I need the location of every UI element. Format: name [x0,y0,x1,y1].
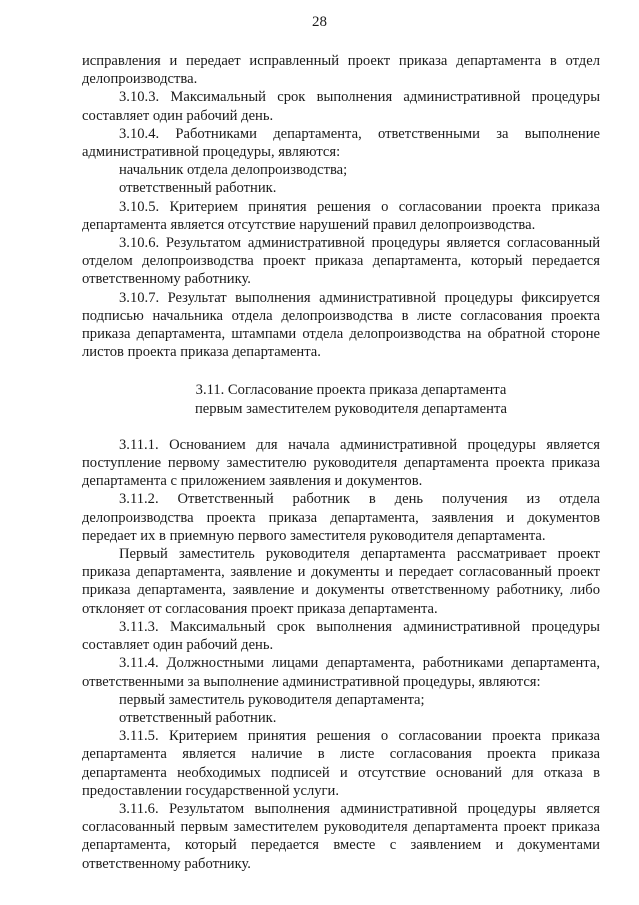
page-number: 28 [312,14,327,30]
paragraph-3-11-2-continued: Первый заместитель руководителя департамента рассматривает проект приказа департамента, заявление и документы и передает согласованный проект приказа департамента, заявление и документы ответственному работнику, либо отклоняет от согласования проект приказа департамента. [82,546,600,617]
section-heading-line: первым заместителем руководителя департамента [195,400,507,417]
list-item: ответственный работник. [119,180,277,197]
section-heading-3-11 [82,381,600,417]
paragraph-3-10-5: 3.10.5. Критерием принятия решения о согласовании проекта приказа департамента является отсутствие нарушений правил делопроизводства. [82,198,600,233]
paragraph-3-10-3: 3.10.3. Максимальный срок выполнения административной процедуры составляет один рабочий день. [82,89,600,124]
list-item: первый заместитель руководителя департамента; [119,691,425,708]
paragraph-continuation: исправления и передает исправленный проект приказа департамента в отдел делопроизводства. [82,53,600,88]
paragraph-3-11-4: 3.11.4. Должностными лицами департамента, работниками департамента, ответственными за выполнение административной процедуры, являются: [82,655,600,690]
list-item: начальник отдела делопроизводства; [119,162,348,179]
paragraph-3-10-7: 3.10.7. Результат выполнения административной процедуры фиксируется подписью начальника отдела делопроизводства в листе согласования проекта приказа департамента, штампами отдела делопроизводства на обратной стороне листов проекта приказа департамента. [82,289,600,361]
paragraph-3-11-6: 3.11.6. Результатом выполнения административной процедуры является согласованный первым заместителем руководителя департамента проект приказа департамента, который передается вместе с заявлением и документами ответственному работнику. [82,800,600,872]
paragraph-3-10-4: 3.10.4. Работниками департамента, ответственными за выполнение административной процедуры, являются: [82,125,600,161]
paragraph-3-10-6: 3.10.6. Результатом административной процедуры является согласованный отделом делопроизводства проект приказа департамента, который передается ответственному работнику. [82,235,600,288]
section-heading-line: 3.11. Согласование проекта приказа департамента [195,382,507,399]
paragraph-3-11-3: 3.11.3. Максимальный срок выполнения административной процедуры составляет один рабочий день. [82,618,600,654]
list-item: ответственный работник. [119,709,277,726]
paragraph-3-11-2: 3.11.2. Ответственный работник в день получения из отдела делопроизводства проекта приказа департамента, заявления и документов передает их в приемную первого заместителя руководителя департамента. [82,491,600,544]
paragraph-3-11-1: 3.11.1. Основанием для начала административной процедуры является поступление первому заместителю руководителя департамента проекта приказа департамента с приложением заявления и документов. [82,436,600,490]
document-body [82,52,600,873]
paragraph-3-11-5: 3.11.5. Критерием принятия решения о согласовании проекта приказа департамента является наличие в листе согласования проекта приказа департамента необходимых подписей и отсутствие оснований для отказа в предоставлении государственной услуги. [82,728,600,799]
